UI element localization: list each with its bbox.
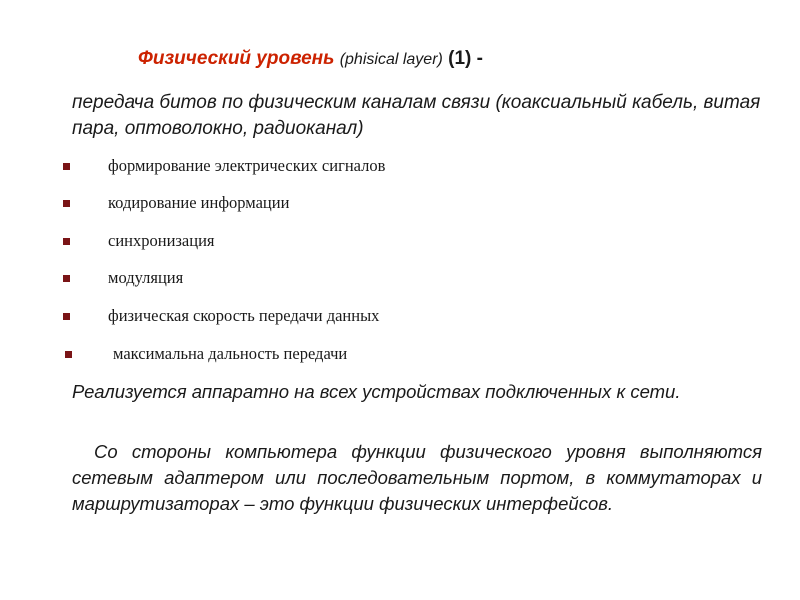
square-bullet-icon (65, 351, 72, 358)
list-item-text: кодирование информации (108, 193, 290, 212)
square-bullet-icon (63, 313, 70, 320)
intro-text: передача битов по физическим каналам связи (коаксиальный кабель, витая пара, оптоволокно, радиоканал) (72, 92, 761, 139)
title-main: Физический уровень (138, 48, 335, 69)
square-bullet-icon (63, 163, 70, 170)
square-bullet-icon (63, 238, 70, 245)
list-item-text: формирование электрических сигналов (108, 156, 386, 175)
list-item-text: максимальна дальность передачи (113, 344, 348, 363)
list-item-text: физическая скорость передачи данных (108, 306, 380, 325)
title-english: (phisical layer) (339, 51, 443, 68)
square-bullet-icon (63, 200, 70, 207)
slide-title (138, 48, 483, 70)
list-item-text: модуляция (108, 268, 184, 287)
paragraph-implementation: Реализуется аппаратно на всех устройствах подключенных к сети. (72, 381, 681, 402)
title-number: (1) - (448, 48, 483, 69)
list-item-text: синхронизация (108, 231, 215, 250)
square-bullet-icon (63, 275, 70, 282)
paragraph-computer-side: Со стороны компьютера функции физического уровня выполняются сетевым адаптером или последовательным портом, в коммутаторах и маршрутизаторах – это функции физических интерфейсов. (72, 441, 762, 514)
